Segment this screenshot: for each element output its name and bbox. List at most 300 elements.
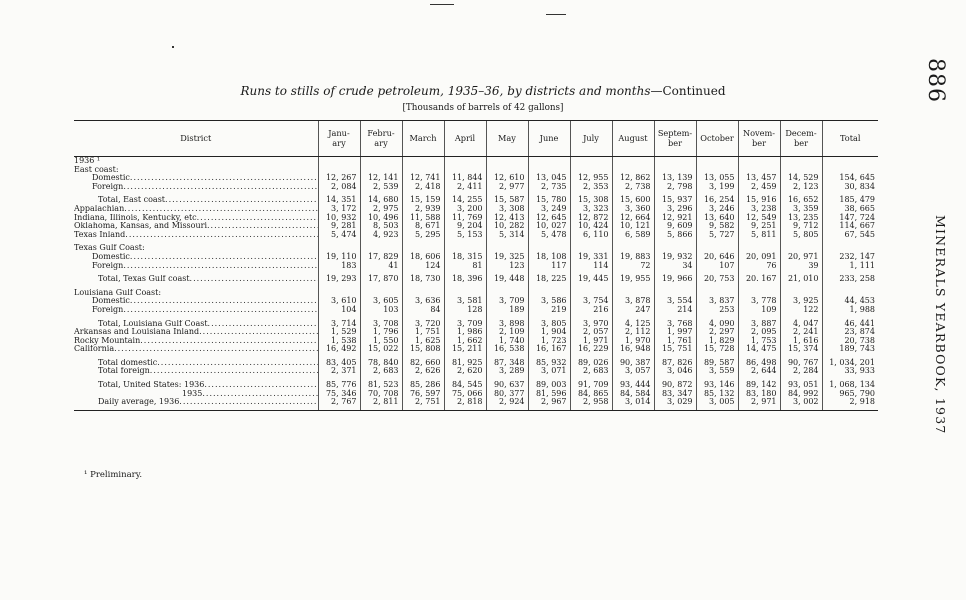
value-cell: 38, 665 (822, 205, 878, 214)
value-cell: 83, 405 (318, 359, 360, 368)
value-cell: 2, 241 (780, 328, 822, 337)
table-body (74, 157, 878, 411)
value-cell: 9, 712 (780, 222, 822, 231)
value-cell: 18, 108 (528, 253, 570, 262)
value-cell: 214 (654, 306, 696, 315)
leader-dots (190, 275, 318, 283)
row-label-cell (74, 390, 318, 399)
value-cell: 2, 818 (444, 398, 486, 410)
value-cell: 3, 071 (528, 367, 570, 376)
value-cell: 72 (612, 262, 654, 271)
leader-dots (123, 262, 318, 270)
value-cell: 10, 027 (528, 222, 570, 231)
empty-cell (696, 157, 738, 166)
value-cell: 1, 111 (822, 262, 878, 271)
table-row (74, 345, 878, 354)
value-cell: 114 (570, 262, 612, 271)
value-cell: 20, 738 (822, 337, 878, 346)
value-cell: 247 (612, 306, 654, 315)
leader-dots (125, 231, 318, 239)
row-label: Foreign (92, 305, 124, 314)
value-cell: 12, 610 (486, 174, 528, 183)
row-label-cell (74, 289, 318, 298)
value-cell: 1, 988 (822, 306, 878, 315)
value-cell: 2, 971 (738, 398, 780, 410)
empty-cell (486, 157, 528, 166)
value-cell: 8, 503 (360, 222, 402, 231)
leader-dots (165, 196, 318, 204)
value-cell: 21, 010 (780, 275, 822, 284)
value-cell: 3, 005 (696, 398, 738, 410)
value-cell: 2, 353 (570, 183, 612, 192)
value-cell: 3, 200 (444, 205, 486, 214)
value-cell: 2, 683 (570, 367, 612, 376)
value-cell: 16, 229 (570, 345, 612, 354)
value-cell: 1, 904 (528, 328, 570, 337)
value-cell: 90, 767 (780, 359, 822, 368)
value-cell: 84 (402, 306, 444, 315)
leader-dots (130, 174, 318, 182)
table-row (74, 183, 878, 192)
empty-cell (822, 157, 878, 166)
row-label: 1935 (182, 389, 203, 398)
value-cell: 85, 132 (696, 390, 738, 399)
value-cell: 104 (318, 306, 360, 315)
row-label-cell (74, 244, 318, 253)
value-cell: 1, 529 (318, 328, 360, 337)
value-cell: 2, 459 (738, 183, 780, 192)
value-cell: 2, 977 (486, 183, 528, 192)
table-header-row (74, 121, 878, 157)
value-cell: 44, 453 (822, 297, 878, 306)
empty-cell (360, 157, 402, 166)
value-cell: 3, 636 (402, 297, 444, 306)
value-cell: 3, 605 (360, 297, 402, 306)
row-label: Domestic (92, 297, 130, 306)
value-cell: 3, 323 (570, 205, 612, 214)
value-cell: 85, 286 (402, 381, 444, 390)
leader-dots (202, 390, 318, 398)
value-cell: 3, 805 (528, 320, 570, 329)
leader-dots (179, 398, 318, 406)
row-label-cell (74, 345, 318, 354)
row-label: Foreign (92, 182, 124, 191)
value-cell: 3, 714 (318, 320, 360, 329)
value-cell: 5, 295 (402, 231, 444, 240)
value-cell: 70, 708 (360, 390, 402, 399)
value-cell: 2, 620 (444, 367, 486, 376)
value-cell: 3, 296 (654, 205, 696, 214)
table-row (74, 275, 878, 284)
row-label: Domestic (92, 174, 130, 183)
value-cell: 1, 068, 134 (822, 381, 878, 390)
value-cell: 19, 448 (486, 275, 528, 284)
value-cell: 19, 293 (318, 275, 360, 284)
value-cell: 3, 002 (780, 398, 822, 410)
value-cell: 11, 769 (444, 214, 486, 223)
value-cell: 12, 872 (570, 214, 612, 223)
value-cell: 122 (780, 306, 822, 315)
value-cell: 185, 479 (822, 196, 878, 205)
scan-mark-3 (172, 46, 174, 48)
value-cell: 3, 754 (570, 297, 612, 306)
value-cell: 17, 829 (360, 253, 402, 262)
value-cell: 15, 308 (570, 196, 612, 205)
value-cell: 2, 109 (486, 328, 528, 337)
value-cell: 13, 055 (696, 174, 738, 183)
row-label-cell (74, 231, 318, 240)
row-label-cell (74, 320, 318, 329)
value-cell: 114, 667 (822, 222, 878, 231)
table-row (74, 262, 878, 271)
value-cell: 39 (780, 262, 822, 271)
value-cell: 87, 348 (486, 359, 528, 368)
value-cell: 91, 709 (570, 381, 612, 390)
value-cell: 9, 281 (318, 222, 360, 231)
value-cell: 3, 925 (780, 297, 822, 306)
value-cell: 19, 331 (570, 253, 612, 262)
value-cell: 5, 153 (444, 231, 486, 240)
value-cell: 5, 727 (696, 231, 738, 240)
leader-dots (199, 328, 318, 336)
row-label: Louisiana Gulf Coast: (74, 288, 162, 297)
value-cell: 253 (696, 306, 738, 315)
value-cell: 2, 057 (570, 328, 612, 337)
value-cell: 15, 916 (738, 196, 780, 205)
value-cell: 15, 937 (654, 196, 696, 205)
value-cell: 84, 992 (780, 390, 822, 399)
leader-dots (124, 205, 318, 213)
empty-cell (528, 157, 570, 166)
value-cell: 10, 121 (612, 222, 654, 231)
value-cell: 4, 125 (612, 320, 654, 329)
value-cell: 86, 498 (738, 359, 780, 368)
value-cell: 84, 584 (612, 390, 654, 399)
row-label-cell (74, 166, 318, 175)
row-label-cell (74, 306, 318, 315)
value-cell: 93, 444 (612, 381, 654, 390)
value-cell: 20, 091 (738, 253, 780, 262)
value-cell: 83, 180 (738, 390, 780, 399)
value-cell: 3, 720 (402, 320, 444, 329)
value-cell: 19, 325 (486, 253, 528, 262)
value-cell: 189 (486, 306, 528, 315)
value-cell: 10, 496 (360, 214, 402, 223)
value-cell: 80, 377 (486, 390, 528, 399)
value-cell: 15, 751 (654, 345, 696, 354)
value-cell: 81, 925 (444, 359, 486, 368)
value-cell: 3, 559 (696, 367, 738, 376)
value-cell: 123 (486, 262, 528, 271)
value-cell: 4, 090 (696, 320, 738, 329)
value-cell: 189, 743 (822, 345, 878, 354)
value-cell: 1, 986 (444, 328, 486, 337)
value-cell: 12, 862 (612, 174, 654, 183)
value-cell: 107 (696, 262, 738, 271)
value-cell: 1, 971 (570, 337, 612, 346)
value-cell: 15, 374 (780, 345, 822, 354)
row-label-cell (74, 297, 318, 306)
value-cell: 12, 413 (486, 214, 528, 223)
value-cell: 12, 549 (738, 214, 780, 223)
value-cell: 2, 738 (612, 183, 654, 192)
row-label-cell (74, 222, 318, 231)
value-cell: 2, 683 (360, 367, 402, 376)
value-cell: 9, 251 (738, 222, 780, 231)
column-header: Novem- ber (738, 121, 780, 157)
leader-dots (208, 320, 318, 328)
leader-dots (207, 222, 318, 230)
value-cell: 3, 709 (444, 320, 486, 329)
value-cell: 3, 359 (780, 205, 822, 214)
value-cell: 81 (444, 262, 486, 271)
value-cell: 1, 662 (444, 337, 486, 346)
value-cell: 83, 347 (654, 390, 696, 399)
value-cell: 89, 142 (738, 381, 780, 390)
column-header: Janu- ary (318, 121, 360, 157)
value-cell: 2, 798 (654, 183, 696, 192)
value-cell: 3, 308 (486, 205, 528, 214)
value-cell: 124 (402, 262, 444, 271)
value-cell: 19, 445 (570, 275, 612, 284)
value-cell: 18, 396 (444, 275, 486, 284)
row-label-cell (74, 174, 318, 183)
value-cell: 1, 753 (738, 337, 780, 346)
value-cell: 3, 199 (696, 183, 738, 192)
table-title-continued: —Continued (650, 84, 726, 98)
row-label: East coast: (74, 165, 119, 174)
row-label-cell (74, 398, 318, 410)
value-cell: 19, 110 (318, 253, 360, 262)
value-cell: 1, 538 (318, 337, 360, 346)
value-cell: 3, 708 (360, 320, 402, 329)
value-cell: 3, 289 (486, 367, 528, 376)
row-label: Indiana, Illinois, Kentucky, etc (74, 213, 197, 222)
value-cell: 1, 550 (360, 337, 402, 346)
column-header: August (612, 121, 654, 157)
row-label: Texas Inland (74, 230, 126, 239)
row-label: Foreign (92, 261, 124, 270)
value-cell: 20, 646 (696, 253, 738, 262)
value-cell: 11, 844 (444, 174, 486, 183)
value-cell: 2, 811 (360, 398, 402, 410)
value-cell: 10, 932 (318, 214, 360, 223)
empty-cell (402, 157, 444, 166)
table-row (74, 231, 878, 240)
footnote: ¹ Preliminary. (84, 470, 143, 480)
row-label-cell (74, 183, 318, 192)
value-cell: 76, 597 (402, 390, 444, 399)
value-cell: 2, 918 (822, 398, 878, 410)
row-label: Total, Texas Gulf coast (98, 275, 190, 284)
row-label: Total foreign (98, 367, 150, 376)
value-cell: 18, 315 (444, 253, 486, 262)
table-row (74, 306, 878, 315)
value-cell: 30, 834 (822, 183, 878, 192)
row-label: Total domestic (98, 358, 158, 367)
column-header-district: District (74, 121, 318, 157)
value-cell: 14, 475 (738, 345, 780, 354)
value-cell: 109 (738, 306, 780, 315)
value-cell: 12, 645 (528, 214, 570, 223)
column-header: June (528, 121, 570, 157)
value-cell: 2, 767 (318, 398, 360, 410)
value-cell: 2, 418 (402, 183, 444, 192)
value-cell: 1, 751 (402, 328, 444, 337)
column-header: Septem- ber (654, 121, 696, 157)
value-cell: 2, 112 (612, 328, 654, 337)
value-cell: 1, 761 (654, 337, 696, 346)
value-cell: 3, 057 (612, 367, 654, 376)
value-cell: 16, 254 (696, 196, 738, 205)
value-cell: 4, 923 (360, 231, 402, 240)
row-label-cell (74, 275, 318, 284)
leader-dots (157, 359, 318, 367)
value-cell: 5, 866 (654, 231, 696, 240)
value-cell: 15, 022 (360, 345, 402, 354)
value-cell: 233, 258 (822, 275, 878, 284)
value-cell: 3, 360 (612, 205, 654, 214)
value-cell: 3, 970 (570, 320, 612, 329)
value-cell: 34 (654, 262, 696, 271)
value-cell: 90, 637 (486, 381, 528, 390)
value-cell: 3, 172 (318, 205, 360, 214)
value-cell: 3, 837 (696, 297, 738, 306)
value-cell: 3, 554 (654, 297, 696, 306)
leader-dots (150, 367, 318, 375)
value-cell: 9, 609 (654, 222, 696, 231)
value-cell: 9, 582 (696, 222, 738, 231)
value-cell: 2, 626 (402, 367, 444, 376)
value-cell: 3, 768 (654, 320, 696, 329)
value-cell: 3, 249 (528, 205, 570, 214)
value-cell: 2, 967 (528, 398, 570, 410)
value-cell: 19, 883 (612, 253, 654, 262)
value-cell: 1, 034, 201 (822, 359, 878, 368)
column-header: October (696, 121, 738, 157)
value-cell: 13, 235 (780, 214, 822, 223)
value-cell: 3, 610 (318, 297, 360, 306)
value-cell: 12, 955 (570, 174, 612, 183)
value-cell: 93, 146 (696, 381, 738, 390)
value-cell: 232, 147 (822, 253, 878, 262)
row-label-cell (74, 328, 318, 337)
value-cell: 14, 255 (444, 196, 486, 205)
value-cell: 23, 874 (822, 328, 878, 337)
value-cell: 10, 282 (486, 222, 528, 231)
value-cell: 20, 753 (696, 275, 738, 284)
value-cell: 76 (738, 262, 780, 271)
value-cell: 5, 811 (738, 231, 780, 240)
value-cell: 147, 724 (822, 214, 878, 223)
value-cell: 93, 051 (780, 381, 822, 390)
value-cell: 2, 084 (318, 183, 360, 192)
value-cell: 15, 159 (402, 196, 444, 205)
leader-dots (197, 214, 318, 222)
leader-dots (130, 297, 318, 305)
value-cell: 12, 664 (612, 214, 654, 223)
value-cell: 6, 589 (612, 231, 654, 240)
row-label-cell (74, 359, 318, 368)
runs-to-stills-table (74, 120, 878, 411)
value-cell: 2, 644 (738, 367, 780, 376)
value-cell: 10, 424 (570, 222, 612, 231)
row-label: Oklahoma, Kansas, and Missouri (74, 222, 208, 231)
value-cell: 78, 840 (360, 359, 402, 368)
value-cell: 216 (570, 306, 612, 315)
row-label: Arkansas and Louisiana Inland (74, 328, 200, 337)
value-cell: 3, 878 (612, 297, 654, 306)
value-cell: 12, 267 (318, 174, 360, 183)
column-header: Decem- ber (780, 121, 822, 157)
value-cell: 3, 238 (738, 205, 780, 214)
value-cell: 19, 955 (612, 275, 654, 284)
value-cell: 67, 545 (822, 231, 878, 240)
value-cell: 14, 529 (780, 174, 822, 183)
value-cell: 90, 872 (654, 381, 696, 390)
row-label: Domestic (92, 252, 130, 261)
value-cell: 81, 523 (360, 381, 402, 390)
column-header: July (570, 121, 612, 157)
value-cell: 117 (528, 262, 570, 271)
row-label: Rocky Mountain (74, 336, 141, 345)
value-cell: 75, 066 (444, 390, 486, 399)
value-cell: 15, 728 (696, 345, 738, 354)
value-cell: 3, 887 (738, 320, 780, 329)
table-row (74, 367, 878, 376)
value-cell: 3, 778 (738, 297, 780, 306)
column-header: Total (822, 121, 878, 157)
value-cell: 183 (318, 262, 360, 271)
table-title-text: Runs to stills of crude petroleum, 1935–36, by districts and months (240, 84, 651, 98)
value-cell: 15, 808 (402, 345, 444, 354)
value-cell: 18, 225 (528, 275, 570, 284)
value-cell: 2, 751 (402, 398, 444, 410)
value-cell: 2, 975 (360, 205, 402, 214)
value-cell: 85, 932 (528, 359, 570, 368)
value-cell: 2, 939 (402, 205, 444, 214)
value-cell: 11, 588 (402, 214, 444, 223)
value-cell: 15, 600 (612, 196, 654, 205)
column-header: April (444, 121, 486, 157)
value-cell: 5, 478 (528, 231, 570, 240)
row-label: Total, Louisiana Gulf Coast (98, 319, 208, 328)
empty-cell (780, 157, 822, 166)
value-cell: 89, 003 (528, 381, 570, 390)
value-cell: 14, 351 (318, 196, 360, 205)
value-cell: 1, 829 (696, 337, 738, 346)
table-title (0, 84, 966, 98)
row-label-cell (74, 253, 318, 262)
value-cell: 4, 047 (780, 320, 822, 329)
value-cell: 3, 709 (486, 297, 528, 306)
value-cell: 46, 441 (822, 320, 878, 329)
row-label: Texas Gulf Coast: (74, 244, 145, 253)
value-cell: 16, 538 (486, 345, 528, 354)
value-cell: 1, 616 (780, 337, 822, 346)
value-cell: 12, 741 (402, 174, 444, 183)
value-cell: 87, 826 (654, 359, 696, 368)
value-cell: 2, 123 (780, 183, 822, 192)
column-header: Febru- ary (360, 121, 402, 157)
row-label-cell (74, 381, 318, 390)
empty-cell (570, 157, 612, 166)
value-cell: 128 (444, 306, 486, 315)
value-cell: 154, 645 (822, 174, 878, 183)
leader-dots (130, 253, 318, 261)
row-label: Total, United States: 1936 (98, 381, 205, 390)
value-cell: 16, 948 (612, 345, 654, 354)
